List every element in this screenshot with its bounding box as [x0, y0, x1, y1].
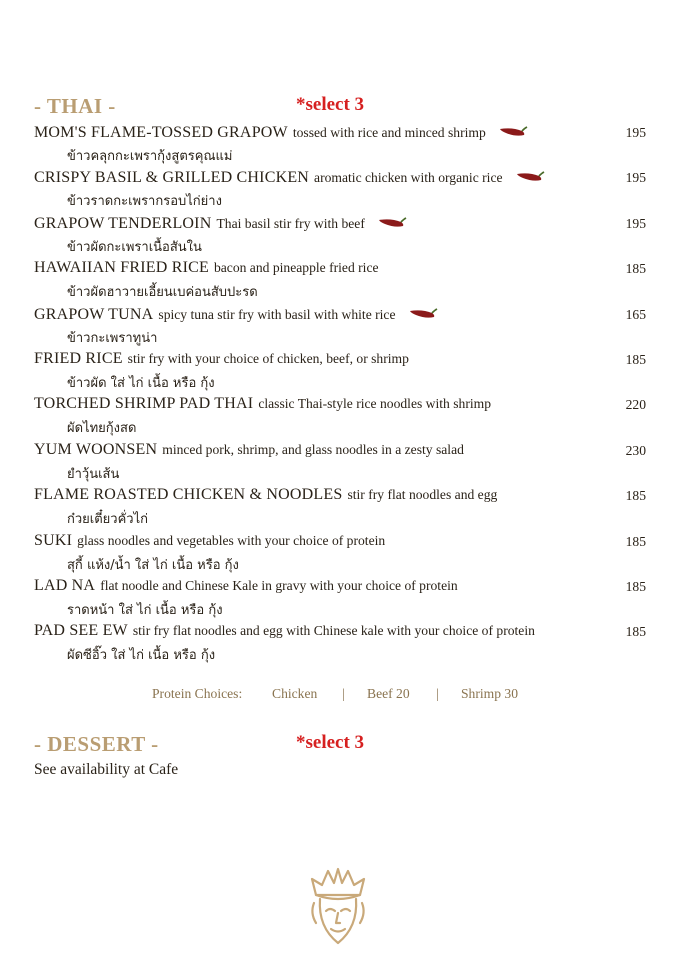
- menu-item-thai-name: ข้าวคลุกกะเพรากุ้งสูตรคุณแม่: [67, 149, 233, 164]
- menu-item-thai-name: ก๋วยเตี๋ยวคั่วไก่: [67, 512, 148, 528]
- menu-item: [34, 259, 654, 304]
- menu-item-price: 185: [625, 624, 646, 640]
- menu-item-price: 185: [625, 488, 646, 504]
- menu-item-name: TORCHED SHRIMP PAD THAI: [34, 395, 254, 413]
- menu-item-description: aromatic chicken with organic rice: [314, 170, 503, 186]
- menu-item-price: 185: [625, 533, 646, 549]
- menu-item: [34, 577, 654, 622]
- protein-beef: Beef 20: [367, 686, 410, 701]
- chili-pepper-icon: [408, 307, 438, 321]
- menu-item-line: [34, 622, 619, 644]
- menu-item-thai-name: ผัดซีอิ๊ว ใส่ ไก่ เนื้อ หรือ กุ้ง: [67, 648, 216, 664]
- menu-item: [34, 123, 654, 168]
- menu-item-description: spicy tuna stir fry with basil with white rice: [158, 306, 396, 322]
- menu-item-name: MOM'S FLAME-TOSSED GRAPOW: [34, 124, 288, 141]
- dessert-section-title: - DESSERT -: [34, 732, 159, 756]
- menu-item-line: [34, 168, 619, 190]
- menu-item-description: bacon and pineapple fried rice: [213, 260, 379, 276]
- menu-item: [34, 622, 654, 667]
- protein-chicken: Chicken: [272, 686, 318, 701]
- protein-separator: |: [342, 686, 345, 701]
- menu-item-price: 195: [625, 215, 646, 231]
- menu-item-name: YUM WOONSEN: [34, 440, 158, 458]
- menu-item-price: 195: [625, 125, 646, 140]
- menu-item: [34, 305, 654, 350]
- menu-item-name: HAWAIIAN FRIED RICE: [34, 259, 209, 277]
- menu-item-name: FRIED RICE: [34, 350, 123, 367]
- protein-shrimp: Shrimp 30: [461, 686, 519, 701]
- menu-item-line: [34, 395, 619, 417]
- menu-item-name: SUKI: [34, 531, 73, 549]
- chili-pepper-icon: [498, 125, 528, 139]
- menu-item-name: PAD SEE EW: [34, 622, 128, 640]
- protein-choices-label: Protein Choices:: [152, 686, 243, 701]
- chili-pepper-icon: [377, 216, 407, 230]
- menu-item-line: [34, 305, 619, 327]
- menu-item: [34, 532, 654, 577]
- menu-item-thai-name: ราดหน้า ใส่ ไก่ เนื้อ หรือ กุ้ง: [67, 603, 223, 618]
- crowned-face-emblem-icon: [306, 865, 370, 947]
- menu-item-price: 165: [625, 306, 646, 322]
- menu-item-line: [34, 259, 619, 281]
- menu-item-price: 185: [625, 579, 646, 594]
- menu-item-price: 230: [625, 442, 646, 458]
- dessert-availability-note: See availability at Cafe: [34, 761, 179, 778]
- menu-item-line: [34, 350, 619, 372]
- menu-item: [34, 395, 654, 440]
- menu-item-thai-name: สุกี้ แห้ง/น้ำ ใส่ ไก่ เนื้อ หรือ กุ้ง: [67, 557, 239, 573]
- menu-item-line: [34, 441, 619, 463]
- menu-item-description: classic Thai-style rice noodles with shrimp: [258, 396, 491, 412]
- menu-item-description: flat noodle and Chinese Kale in gravy with your choice of protein: [100, 578, 458, 593]
- menu-item-name: LAD NA: [34, 577, 96, 594]
- menu-item-name: CRISPY BASIL & GRILLED CHICKEN: [34, 169, 310, 187]
- menu-item-thai-name: ข้าวผัดฮาวายเอี้ยนเบค่อนสับปะรด: [67, 285, 258, 301]
- menu-item: [34, 441, 654, 486]
- menu-item-description: stir fry flat noodles and egg with Chinese kale with your choice of protein: [132, 623, 535, 639]
- dessert-select-note: *select 3: [296, 732, 365, 753]
- menu-item-line: [34, 123, 619, 145]
- menu-item-name: GRAPOW TUNA: [34, 305, 154, 323]
- menu-item-thai-name: ผัดไทยกุ้งสด: [67, 421, 137, 437]
- menu-item-thai-name: ข้าวผัดกะเพราเนื้อสันใน: [67, 239, 202, 255]
- menu-item-description: stir fry with your choice of chicken, beef, or shrimp: [127, 351, 409, 366]
- menu-item: [34, 214, 654, 259]
- menu-item-line: [34, 532, 619, 554]
- menu-item: [34, 350, 654, 395]
- menu-item-description: tossed with rice and minced shrimp: [292, 125, 486, 140]
- thai-section-title: - THAI -: [34, 94, 116, 118]
- menu-item-name: FLAME ROASTED CHICKEN & NOODLES: [34, 486, 343, 504]
- menu-item-line: [34, 577, 619, 599]
- menu-item-thai-name: ข้าวผัด ใส่ ไก่ เนื้อ หรือ กุ้ง: [67, 376, 215, 391]
- menu-item-line: [34, 214, 619, 236]
- menu-item-line: [34, 486, 619, 508]
- menu-item-price: 185: [625, 352, 646, 367]
- menu-item-thai-name: ข้าวกะเพราทูน่า: [67, 330, 158, 346]
- menu-item-description: minced pork, shrimp, and glass noodles in a zesty salad: [162, 441, 464, 457]
- menu-item-thai-name: ข้าวราดกะเพรากรอบไก่ย่าง: [67, 194, 222, 210]
- menu-item-description: glass noodles and vegetables with your choice of protein: [77, 532, 386, 548]
- menu-item-price: 220: [625, 397, 646, 413]
- menu-item-name: GRAPOW TENDERLOIN: [34, 214, 212, 232]
- protein-separator: |: [436, 686, 439, 701]
- menu-item: [34, 168, 654, 213]
- menu-item-description: stir fry flat noodles and egg: [347, 487, 498, 503]
- thai-select-note: *select 3: [296, 94, 365, 115]
- chili-pepper-icon: [515, 170, 545, 184]
- menu-item: [34, 486, 654, 531]
- menu-item-price: 185: [625, 261, 646, 277]
- menu-item-thai-name: ยำวุ้นเส้น: [67, 466, 120, 482]
- menu-item-description: Thai basil stir fry with beef: [216, 215, 365, 231]
- menu-item-price: 195: [625, 170, 646, 186]
